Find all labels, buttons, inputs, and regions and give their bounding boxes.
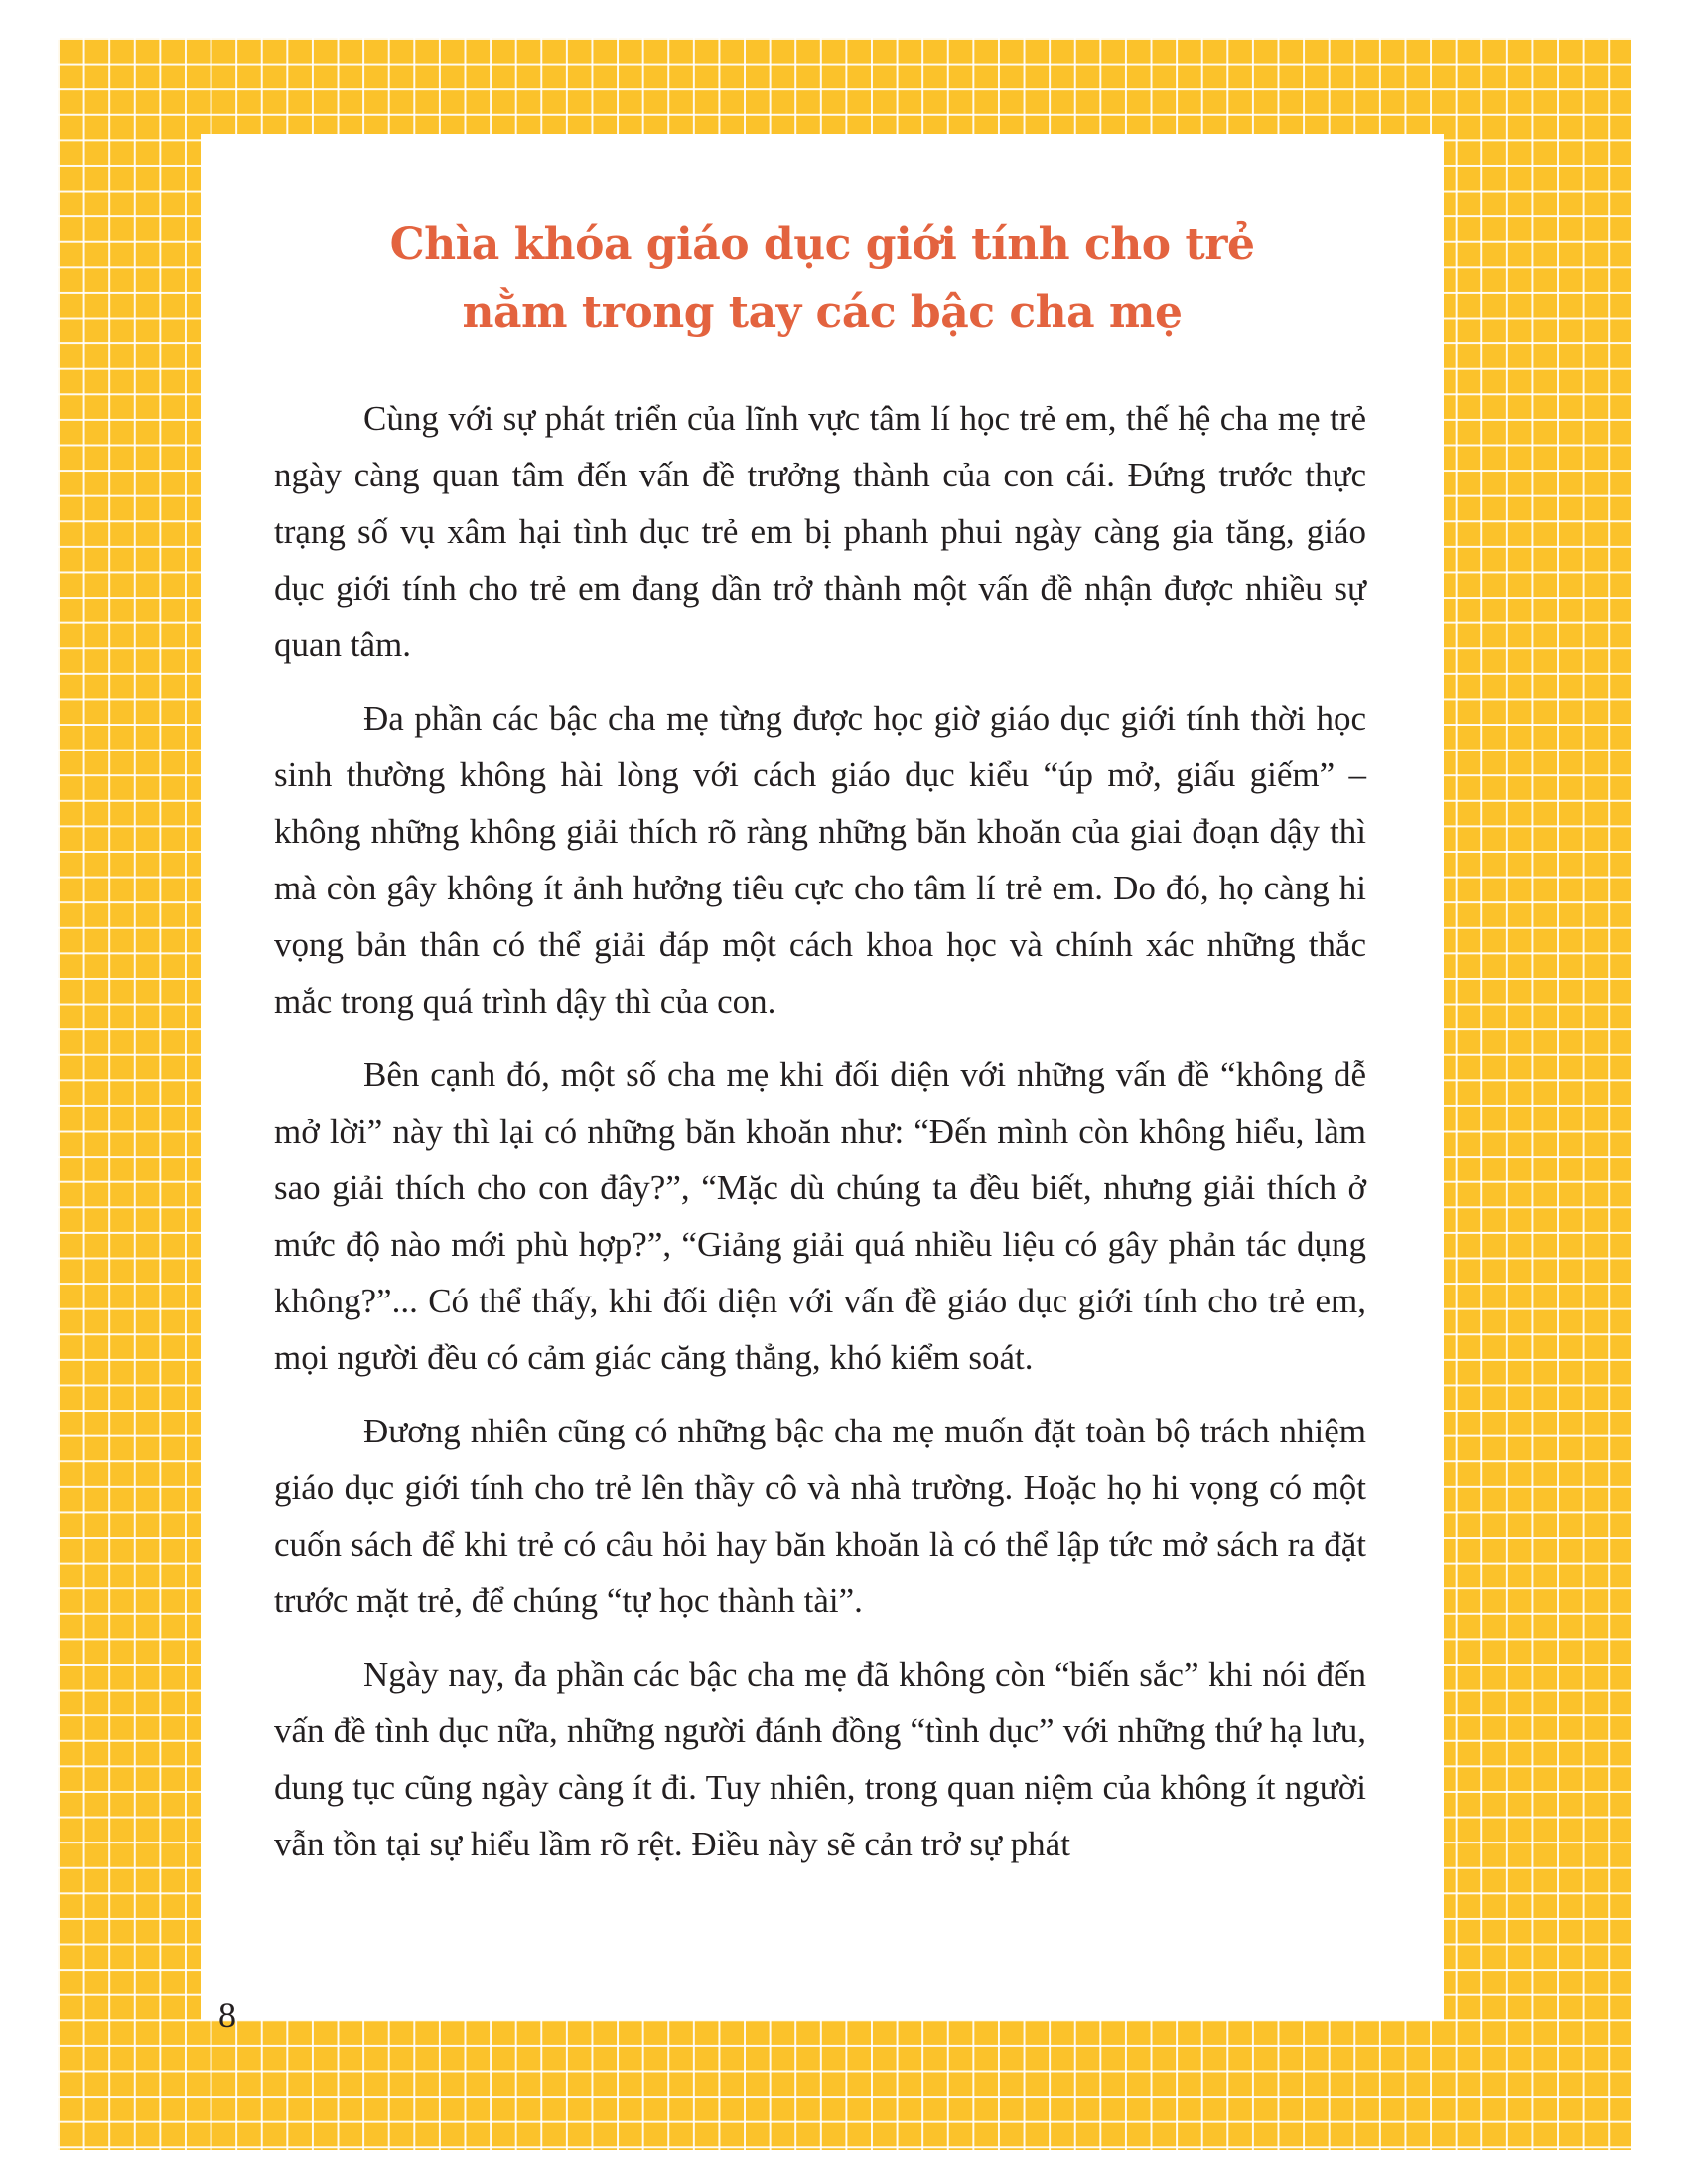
chapter-title-line-1: Chìa khóa giáo dục giới tính cho trẻ (389, 219, 1255, 270)
chapter-title (201, 211, 1444, 346)
paragraph-1: Cùng với sự phát triển của lĩnh vực tâm lí học trẻ em, thế hệ cha mẹ trẻ ngày càng quan tâm đến vấn đề trưởng thành của con cái. Đứng trước thực trạng số vụ xâm hại tình dục trẻ em bị phanh phui ngày càng gia tăng, giáo dục giới tính cho trẻ em đang dần trở thành một vấn đề nhận được nhiều sự quan tâm. (274, 399, 1366, 664)
page-number: 8 (218, 1995, 236, 2035)
paragraph-2: Đa phần các bậc cha mẹ từng được học giờ giáo dục giới tính thời học sinh thường không hài lòng với cách giáo dục kiểu “úp mở, giấu giếm” – không những không giải thích rõ ràng những băn khoăn của giai đoạn dậy thì mà còn gây không ít ảnh hưởng tiêu cực cho tâm lí trẻ em. Do đó, họ càng hi vọng bản thân có thể giải đáp một cách khoa học và chính xác những thắc mắc trong quá trình dậy thì của con. (274, 699, 1366, 1021)
paragraph-4: Đương nhiên cũng có những bậc cha mẹ muốn đặt toàn bộ trách nhiệm giáo dục giới tính cho trẻ lên thầy cô và nhà trường. Hoặc họ hi vọng có một cuốn sách để khi trẻ có câu hỏi hay băn khoăn là có thể lập tức mở sách ra đặt trước mặt trẻ, để chúng “tự học thành tài”. (274, 1412, 1366, 1620)
paragraph-3: Bên cạnh đó, một số cha mẹ khi đối diện với những vấn đề “không dễ mở lời” này thì lại có những băn khoăn như: “Đến mình còn không hiểu, làm sao giải thích cho con đây?”, “Mặc dù chúng ta đều biết, nhưng giải thích ở mức độ nào mới phù hợp?”, “Giảng giải quá nhiều liệu có gây phản tác dụng không?”... Có thể thấy, khi đối diện với vấn đề giáo dục giới tính cho trẻ em, mọi người đều có cảm giác căng thẳng, khó kiểm soát. (274, 1055, 1366, 1377)
content-card (201, 134, 1444, 2035)
body-text (274, 390, 1366, 1889)
chapter-title-line-2: nằm trong tay các bậc cha mẹ (462, 287, 1183, 338)
paragraph-5: Ngày nay, đa phần các bậc cha mẹ đã không còn “biến sắc” khi nói đến vấn đề tình dục nữa, những người đánh đồng “tình dục” với những thứ hạ lưu, dung tục cũng ngày càng ít đi. Tuy nhiên, trong quan niệm của không ít người vẫn tồn tại sự hiểu lầm rõ rệt. Điều này sẽ cản trở sự phát (274, 1655, 1366, 1863)
